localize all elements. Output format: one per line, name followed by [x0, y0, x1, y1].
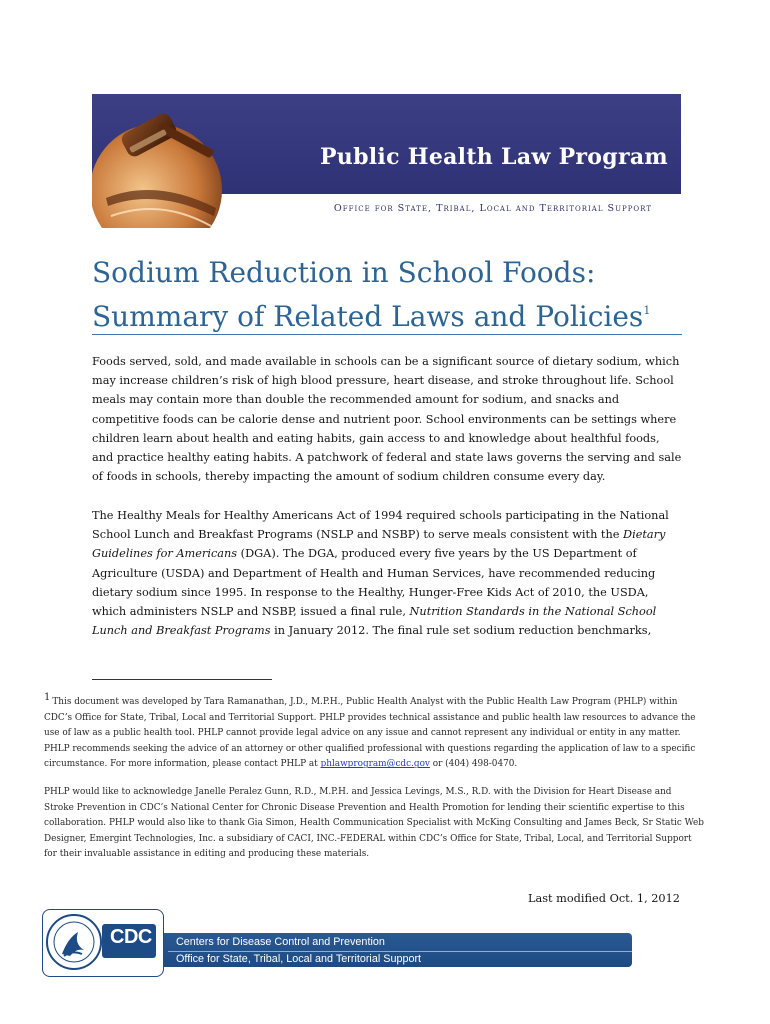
footnote-mark: 1 [44, 692, 51, 703]
cdc-wordmark: CDC [110, 926, 152, 948]
program-title: Public Health Law Program [319, 144, 668, 170]
document-title [92, 254, 682, 336]
footnote-text: This document was developed by Tara Ramanathan, J.D., M.P.H., Public Health Analyst with the Public Health Law Program (PHLP) within CDC’s Office for State, Tribal, Local and Territorial Support. PHLP provides technical assistance and public health law resources to advance the use of law as a public health tool. PHLP cannot provide legal advice on any issue and cannot represent any individual or entity in any matter. PHLP recommends seeking the advice of an attorney or other qualified professional with questions regarding the application of law to a specific circumstance. For more information, please contact PHLP at [44, 697, 696, 770]
email-link[interactable]: phlawprogram@cdc.gov [320, 759, 430, 770]
paragraph2-text-b: (DGA). The DGA, produced every five years by the US Department of Agriculture (USDA) and Department of Health and Human Services, have recommended reducing dietary sodium since 1995. In response to the Healthy, Hunger-Free Kids Act of 2010, the USDA, which administers NSLP and NSBP, issued a final rule, [92, 547, 656, 619]
cdc-office-name: Office for State, Tribal, Local and Territorial Support [176, 953, 422, 965]
footnote-acknowledgement: PHLP would like to acknowledge Janelle Peralez Gunn, R.D., M.P.H. and Jessica Levings, M.S., R.D. with the Division for Heart Disease and Stroke Prevention in CDC’s National Center for Chronic Disease Prevention and Health Promotion for lending their scientific expertise to this collaboration. PHLP would also like to thank Gia Simon, Health Communication Specialist with McKing Consulting and James Beck, Sr Static Web Designer, Emergint Technologies, Inc. a subsidiary of CACI, INC.-FEDERAL within CDC’s Office for State, Tribal, Local, and Territorial Support for their invaluable assistance in editing and producing these materials. [44, 787, 704, 860]
footnote-1 [44, 690, 704, 773]
program-banner [92, 94, 681, 228]
dietary-guidelines-title: Dietary Guidelines for Americans [92, 528, 666, 561]
body-paragraph-2 [92, 506, 682, 640]
program-subtitle: Office for State, Tribal, Local and Territorial Support [333, 203, 652, 214]
footnote-phone: or (404) 498-0470. [429, 759, 518, 770]
footnote-separator [92, 679, 272, 680]
paragraph2-text-c: in January 2012. The final rule set sodium reduction benchmarks, [270, 624, 652, 638]
title-underline [92, 334, 682, 335]
document-title-line2: Summary of Related Laws and Policies [92, 300, 644, 333]
cdc-name: Centers for Disease Control and Prevention [176, 936, 385, 948]
final-rule-title: Nutrition Standards in the National School Lunch and Breakfast Programs [92, 605, 657, 638]
body-paragraph-1: Foods served, sold, and made available in schools can be a significant source of dietary sodium, which may increase children’s risk of high blood pressure, heart disease, and stroke throughout life. School meals may contain more than double the recommended amount for sodium, and snacks and competitive foods can be calorie dense and nutrient poor. School environments can be settings where children learn about health and eating habits, gain access to and knowledge about healthful foods, and practice healthy eating habits. A patchwork of federal and state laws governs the serving and sale of foods in schools, thereby impacting the amount of sodium children consume every day. [92, 355, 682, 484]
title-footnote-mark: 1 [643, 304, 651, 317]
last-modified-date: Last modified Oct. 1, 2012 [528, 892, 680, 905]
cdc-footer-divider [168, 951, 632, 952]
paragraph2-text-a: The Healthy Meals for Healthy Americans Act of 1994 required schools participating in the National School Lunch and Breakfast Programs (NSLP and NSBP) to serve meals consistent with the [92, 509, 669, 542]
document-title-line1: Sodium Reduction in School Foods: [92, 256, 596, 289]
document-title-line2-wrap [92, 292, 682, 336]
